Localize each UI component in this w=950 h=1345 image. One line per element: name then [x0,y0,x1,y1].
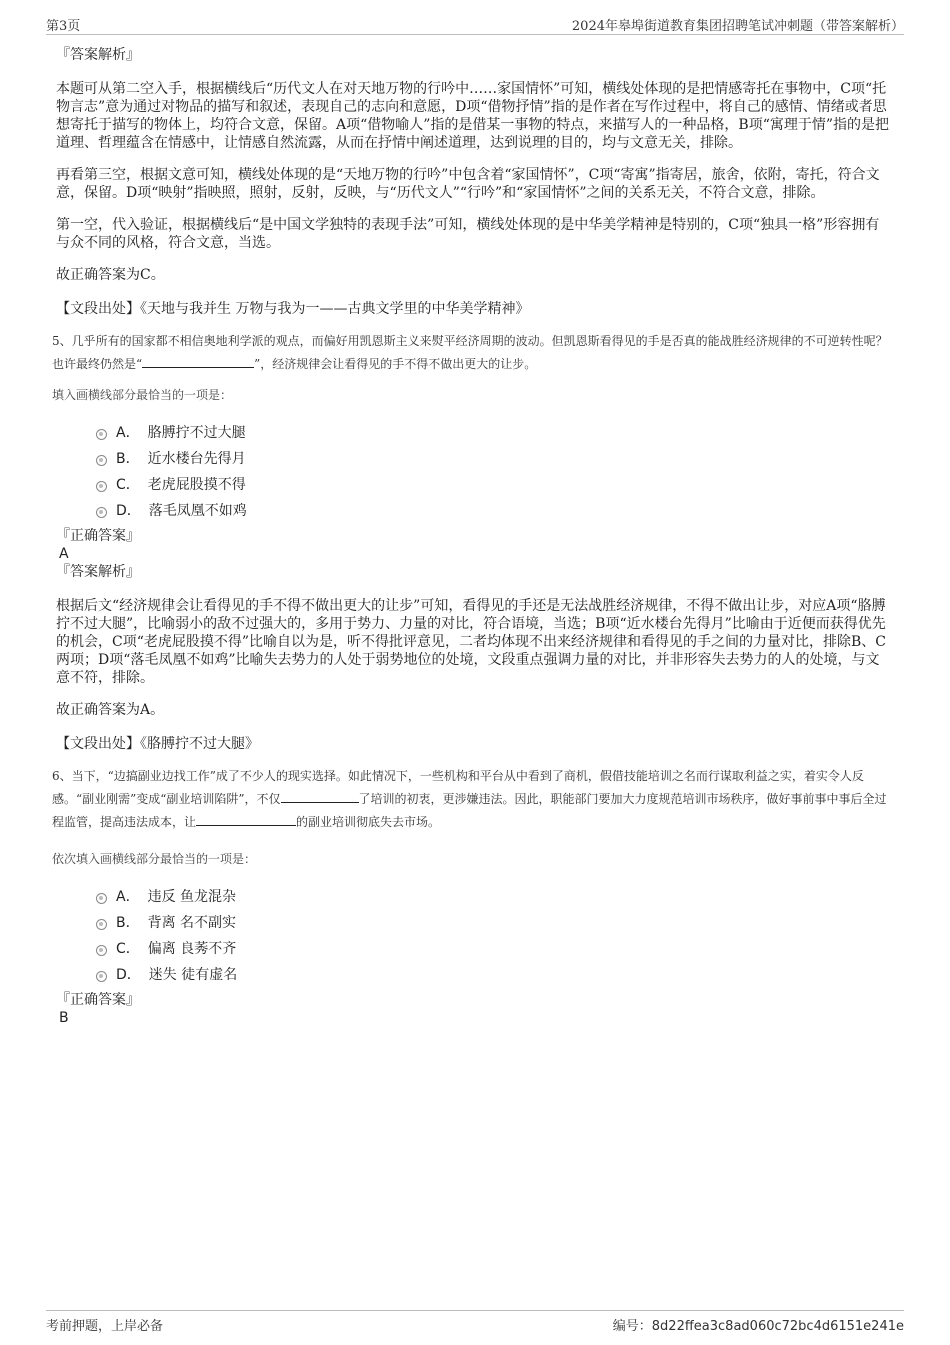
q4-conclusion: 故正确答案为C。 [56,267,165,283]
page-footer [46,1310,904,1341]
q5-conclusion: 故正确答案为A。 [56,702,165,718]
q4-source: 【文段出处】《天地与我并生 万物与我为一——古典文学里的中华美学精神》 [56,301,530,317]
q6-instruction: 依次填入画横线部分最恰当的一项是： [52,852,257,866]
q6-option-d[interactable]: D． 迷失 徒有虚名 [96,961,892,987]
q6-blank-1 [281,790,359,803]
q5-option-c[interactable]: C． 老虎屁股摸不得 [96,471,892,497]
q5-source: 【文段出处】《胳膊拧不过大腿》 [56,736,259,752]
q4-analysis-para-3: 第一空，代入验证，根据横线后“是中国文学独特的表现手法”可知，横线处体现的是中华美学精神是特别的，C项“独具一格”形容拥有与众不同的风格，符合文意，当选。 [56,217,880,251]
q5-answer-label: 『正确答案』 [56,528,140,544]
q5-instruction: 填入画横线部分最恰当的一项是： [52,388,233,402]
q6-stem: 6、当下，“边搞副业边找工作”成了不少人的现实选择。如此情况下，一些机构和平台从中看到了商机，假借技能培训之名而行谋取利益之实，着实令人反感。“副业刚需”变成“副业培训陷阱”，不仅 了培训的初衷，更涉嫌违法。因此，职能部门要加大力度规范培训市场秩序，做好事前事中事后全过程监管，提高违法成本，让 的副业培训彻底失去市场。 [52,769,887,829]
footer-slogan: 考前押题，上岸必备 [46,1319,164,1334]
q5-stem: 5、几乎所有的国家都不相信奥地利学派的观点，而偏好用凯恩斯主义来熨平经济周期的波动。但凯恩斯看得见的手是否真的能战胜经济规律的不可逆转性呢？也许最终仍然是“ ”，经济规律会让看得见的手不得不做出更大的让步。 [52,334,888,371]
radio-icon[interactable] [96,481,107,492]
q5-option-a[interactable]: A． 胳膊拧不过大腿 [96,419,892,445]
q6-answer-label: 『正确答案』 [56,992,140,1008]
q6-options [96,883,892,987]
q5-blank [142,355,254,368]
q6-option-c[interactable]: C． 偏离 良莠不齐 [96,935,892,961]
q4-analysis-para-2: 再看第三空，根据文意可知，横线处体现的是“天地万物的行吟”中包含着“家国情怀”，C项“寄寓”指寄居，旅舍，依附，寄托，符合文意，保留。D项“映射”指映照，照射，反射，反映，与“历代文人”“行吟”和“家国情怀”之间的关系无关，不符合文意，排除。 [56,167,880,201]
page-number: 第3页 [46,19,81,34]
radio-icon[interactable] [96,893,107,904]
q5-analysis-label: 『答案解析』 [56,564,140,580]
q4-analysis-label: 『答案解析』 [56,47,140,63]
radio-icon[interactable] [96,971,107,982]
q5-option-d[interactable]: D． 落毛凤凰不如鸡 [96,497,892,523]
q6-blank-2 [196,813,296,826]
page-header [46,12,904,35]
q6-answer: B [59,1010,69,1026]
radio-icon[interactable] [96,507,107,518]
radio-icon[interactable] [96,919,107,930]
q5-option-b[interactable]: B． 近水楼台先得月 [96,445,892,471]
document-body [52,46,892,1027]
document-code: 编号：8d22ffea3c8ad060c72bc4d6151e241e [612,1319,904,1334]
radio-icon[interactable] [96,429,107,440]
q5-answer: A [59,546,69,562]
q4-analysis-para-1: 本题可从第二空入手，根据横线后“历代文人在对天地万物的行吟中……家国情怀”可知，横线处体现的是把情感寄托在事物中，C项“托物言志”意为通过对物品的描写和叙述，表现自己的志向和意愿，D项“借物抒情”指的是作者在写作过程中，将自己的感情、情绪或者思想寄托于描写的物体上，均符合文意，保留。A项“借物喻人”指的是借某一事物的特点，来描写人的一种品格，B项“寓理于情”指的是把道理、哲理蕴含在情感中，让情感自然流露，从而在抒情中阐述道理，达到说理的目的，均与文意无关，排除。 [56,81,890,151]
q6-option-a[interactable]: A． 违反 鱼龙混杂 [96,883,892,909]
q5-options [96,419,892,523]
q6-option-b[interactable]: B． 背离 名不副实 [96,909,892,935]
document-title: 2024年皋埠街道教育集团招聘笔试冲刺题（带答案解析） [571,19,904,34]
q5-analysis: 根据后文“经济规律会让看得见的手不得不做出更大的让步”可知，看得见的手还是无法战胜经济规律，不得不做出让步，对应A项“胳膊拧不过大腿”，比喻弱小的敌不过强大的，多用于势力、力量的对比，符合语境，当选；B项“近水楼台先得月”比喻由于近便而获得优先的机会，C项“老虎屁股摸不得”比喻自以为是，听不得批评意见，二者均体现不出来经济规律和看得见的手之间的力量对比，排除B、C两项；D项“落毛凤凰不如鸡”比喻失去势力的人处于弱势地位的处境，文段重点强调力量的对比，并非形容失去势力的人的处境，与文意不符，排除。 [56,598,887,686]
radio-icon[interactable] [96,945,107,956]
radio-icon[interactable] [96,455,107,466]
